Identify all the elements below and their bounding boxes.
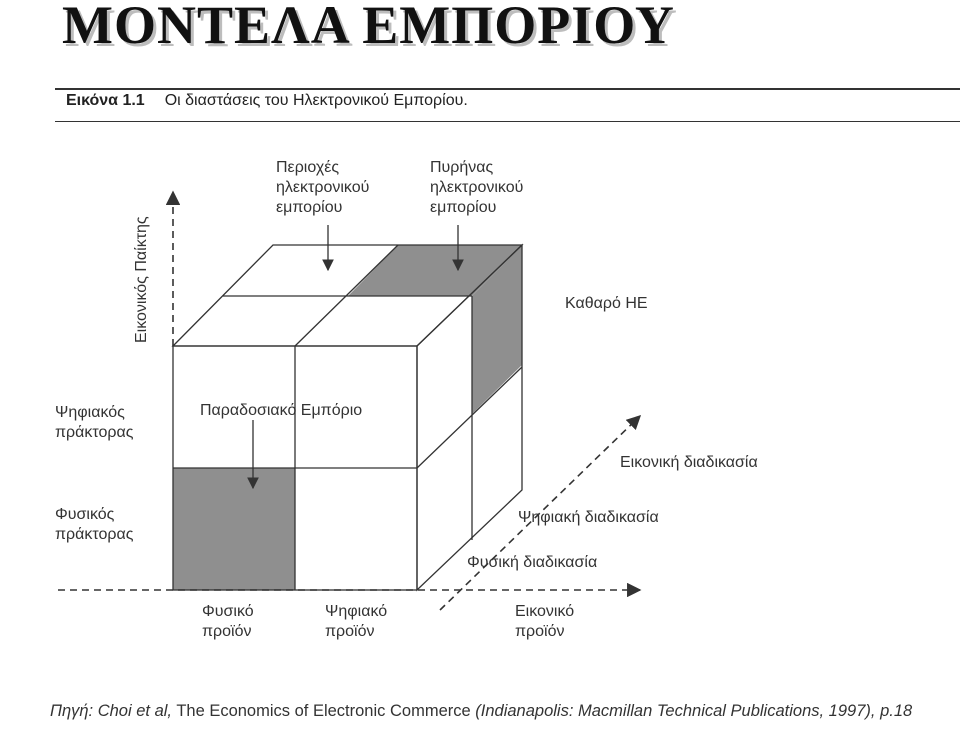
- label-digital-process: Ψηφιακή διαδικασία: [518, 509, 659, 526]
- source-authors: Choi et al,: [97, 702, 173, 720]
- label-pure-ec: Καθαρό ΗΕ: [565, 295, 648, 312]
- label-virtual-product: Εικονικό προϊόν: [515, 603, 575, 640]
- label-digital-agent: Ψηφιακός πράκτορας: [55, 404, 134, 441]
- source-page: p.18: [880, 702, 913, 720]
- source-publisher: (Indianapolis: Macmillan Technical Publications, 1997),: [475, 702, 876, 720]
- label-physical-product: Φυσικό προϊόν: [202, 603, 254, 640]
- label-physical-process: Φυσική διαδικασία: [467, 554, 598, 571]
- source-prefix: Πηγή:: [50, 702, 94, 720]
- label-core: Πυρήνας ηλεκτρονικού εμπορίου: [430, 159, 524, 216]
- slide-title: ΜΟΝΤΕΛΑ ΕΜΠΟΡΙΟΥ: [62, 0, 675, 55]
- shaded-front-physical-cell: [173, 468, 295, 590]
- label-regions: Περιοχές ηλεκτρονικού εμπορίου: [276, 159, 370, 216]
- label-physical-agent: Φυσικός πράκτορας: [55, 506, 134, 543]
- source-citation: [50, 702, 912, 721]
- label-virtual-process: Εικονική διαδικασία: [620, 454, 758, 471]
- figure-number: Εικόνα 1.1: [66, 92, 145, 109]
- label-player-axis: Εικονικός Παίκτης: [133, 216, 150, 343]
- source-book: The Economics of Electronic Commerce: [176, 702, 471, 720]
- label-traditional: Παραδοσιακό Εμπόριο: [200, 402, 363, 419]
- figure-caption-text: Οι διαστάσεις του Ηλεκτρονικού Εμπορίου.: [164, 92, 468, 109]
- label-digital-product: Ψηφιακό προϊόν: [325, 603, 388, 640]
